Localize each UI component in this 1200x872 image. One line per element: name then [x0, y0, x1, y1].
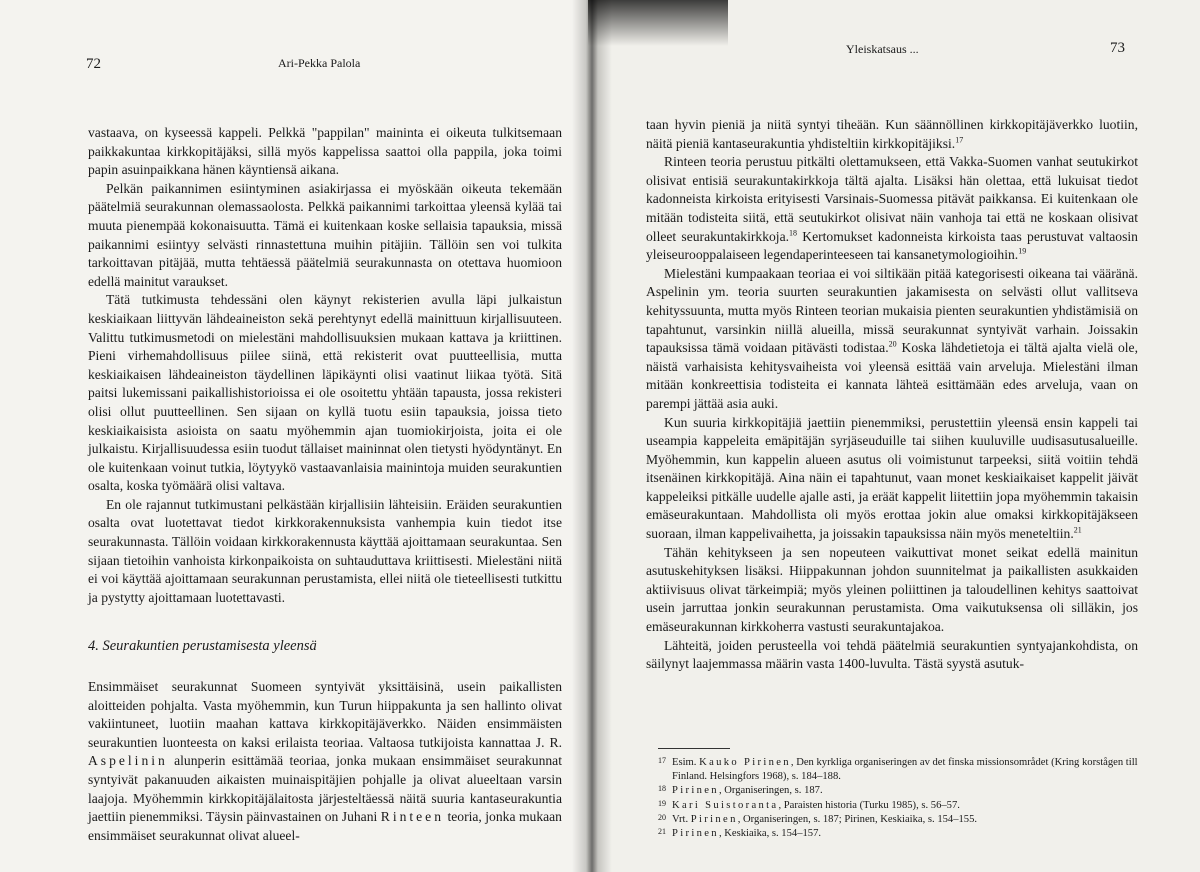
footnote-number: 19: [658, 798, 666, 808]
footnote-number: 17: [658, 756, 666, 765]
paragraph: [646, 544, 1138, 637]
right-page: [588, 0, 1200, 872]
footnote-prefix: Esim.: [672, 757, 697, 768]
paragraph-text: Kun suuria kirkkopitäjiä jaettiin pienemmiksi, perustettiin yleensä ensin kappeli tai useampia kappeleita emäpitäjän syrjäseuduille tai siihen kuuluville uudisasutusalueille. Myöhemmin, kun kappelin alueen asutus oli voimistunut tarpeeksi, siitä voitiin tehdä itsenäinen kirkkopitäjä. Aina näin ei tapahtunut, vaan monet keskiaikaiset kappelit jäivät kappeleiksi pitkälle uudelle ajalle asti, ja eräät kappelit liitettiin jopa myöhemmin takaisin emäseurakuntaan. Mahdollista oli myös erottaa jokin alue omaksi kirkkopitäjäkseen suoraan, ilman kappelivaihetta, ja joissakin tapauksissa näin myös meneteltiin.: [646, 414, 1138, 542]
footnote-number: 21: [658, 827, 666, 837]
paragraph: [646, 637, 1138, 674]
left-page-body: [88, 124, 562, 845]
paragraph: En ole rajannut tutkimustani pelkästään kirjallisiin lähteisiin. Eräiden seurakuntien osalta ovat luotettavat tiedot kirkkorakennuksista vanhempia kuin tiedot itse seurakunnasta. Tällöin voidaan kirkkorakennusta käyttää ajoittamaan seurakuntaa. Sen sijaan tietoihin vanhoista kirkonpaikoista on suhtauduttava kriittisesti. Mielestäni niitä ei voi käyttää ajoittamaan seurakunnan perustamista, ellei niitä ole tieteellisesti tutkittu ja pystytty ajoittamaan luotettavasti.: [88, 496, 562, 605]
paragraph: [646, 116, 1138, 153]
page-number-left: 72: [86, 56, 101, 72]
paragraph-text: Koska lähdetietoja ei tältä ajalta vielä ole, näistä varhaisista kehitysvaiheista voi yleensä esittää vain arveluja. Mielestäni ilman mitään konkreettisia todisteita ei kannata lähteä esittämään edes arveluja, vaan on parempi jättää asia auki.: [646, 340, 1138, 411]
paragraph-text: Ensimmäiset seurakunnat Suomeen syntyivät yksittäisinä, usein paikallisten aloitteiden pohjalta. Vasta myöhemmin, kun Turun hiippakunta ja sen hallinto olivat vakiintuneet, luotiin maahan kattava kirkkopitäjäverkko. Näiden ensimmäisten seurakuntien luonteesta on kaksi erilaista teoriaa. Valtaosa tutkijoista kannattaa J. R.: [88, 679, 562, 750]
paragraph-text: Tähän kehitykseen ja sen nopeuteen vaikuttivat monet seikat edellä mainitun asutuskehityksen lisäksi. Hiippakunnan johdon suunnitelmat ja paikallisten asukkaiden aktiivisuus olivat tärkeimpiä; myös yleinen poliittinen ja taloudellinen kehitys saattoivat usein jarruttaa jonkin seurakunnan perustamista. Oma vaikutuksensa oli silläkin, jos emäseurakunnan kirkkoherra vastusti seurakuntajakoa.: [646, 544, 1138, 635]
paragraph-text: alunperin esittämää teoriaa, jonka mukaan ensimmäiset seurakunnat syntyivät pakanuuden aikaisten muinaispitäjien pohjalle ja olivat alueeltaan varsin laajoja. Myöhemmin kirkkopitäjälaitosta järjesteltäessä näitä suuria kantaseurakuntia jaettiin pienemmiksi. Täysin päinvastainen on Juhani: [88, 753, 562, 825]
paragraph: vastaava, on kyseessä kappeli. Pelkkä "pappilan" maininta ei oikeuta tulkitsemaan paikkakuntaa kirkkopitäjäksi, sillä myös kappelissa saattoi olla pappila, joka toimi papin asuinpaikkana hänen käyntiensä aikana.: [88, 125, 562, 178]
footnote-divider: [658, 748, 730, 749]
footnote-author: Pirinen: [672, 785, 719, 797]
paragraph-text: Mielestäni kumpaakaan teoriaa ei voi siltikään pitää kategorisesti oikeana tai vääränä. Aspelinin ym. teoria suurten seurakuntien jakamisesta on selvästi ollut vallitseva kehityssuunta, mutta myös Rinteen teorian mukaisia pienten seurakuntien yhdistämisiä on tapahtunut, varsinkin niillä alueilla, missä seurakunnat syntyivät varhain. Joissakin tapauksissa tämä voidaan pitävästi todistaa.: [646, 265, 1138, 356]
right-page-body: [646, 116, 1138, 674]
paragraph-text: Rinteen teoria perustuu pitkälti olettamukseen, että Vakka-Suomen vanhat seutukirkot olisivat entisiä seurakuntakirkkoja tältä ajalta. Lisäksi hän olettaa, että lukuisat tiedot kadonneista kirkoista erityisesti Varsinais-Suomessa pitävät paikkansa. Ei kuitenkaan ole mitään todisteita siitä, että seutukirkot olisivat näin vanhoja tai että ne koskaan olisivat olleet seurakuntakirkkoja.: [646, 154, 1138, 244]
page-number-right: 73: [1110, 40, 1125, 56]
footnote-number: 20: [658, 812, 666, 822]
footnote: [658, 813, 1138, 827]
footnote-text: , Organiseringen, s. 187.: [718, 785, 823, 797]
footnote-ref: 19: [1018, 246, 1027, 256]
footnote-text: , Paraisten historia (Turku 1985), s. 56–57.: [778, 799, 960, 811]
footnote-author: Pirinen: [690, 813, 738, 825]
paragraph: Tätä tutkimusta tehdessäni olen käynyt rekisterien avulla läpi julkaistun keskiaikaan liittyvän lähdeaineiston sekä perehtynyt edellä mainittuun kirjallisuuteen. Valittu tutkimusmetodi on mielestäni mahdollisuuksien mukaan kattava ja kriittinen. Pieni virhemahdollisuus piilee siinä, että rekisterit ovat puutteellisia, mutta keskiaikaisen lähdeaineiston täydellinen läpikäynti olisi vaatinut liikaa työtä. Sitä paitsi lukemissani paikallishistorioissa ei ole osoitettu yhtään tapausta, jossa rekisteri olisi ollut puutteellinen. Sen sijaan on kyllä tuotu esiin tapauksia, joissa tieto keskiaikaisista asioista on saatu myöhemmin ajan tuomiokirjoista, joita ei ole julkaistu. Kirjallisuudessa esiin tuodut tällaiset maininnat olen tietysti hyödyntänyt. En ole kuitenkaan voinut tutkia, löytyykö vastaavanlaisia mainintoja muiden seurakuntien osalta, koska työmäärä olisi valtava.: [88, 292, 562, 494]
footnote: [658, 827, 1138, 841]
footnote: [658, 756, 1138, 784]
footnote-number: 18: [658, 784, 666, 794]
paragraph: [88, 678, 562, 845]
running-head-left: Ari-Pekka Palola: [278, 56, 361, 70]
footnote-author: Kari Suistoranta: [672, 799, 779, 811]
footnote-author: Kauko Pirinen: [699, 757, 791, 768]
footnote-ref: 17: [955, 135, 964, 145]
footnote-text: , Keskiaika, s. 154–157.: [718, 828, 822, 840]
footnote: [658, 784, 1138, 798]
footnote-text: , Den kyrkliga organiseringen av det finska missionsområdet (Kring korstågen till Finland. Helsingfors 1968), s. 184–188.: [672, 757, 1138, 783]
left-page: [0, 0, 588, 872]
paragraph-text: Lähteitä, joiden perusteella voi tehdä päätelmiä seurakuntien syntyajankohdista, on säilynyt laajemmassa määrin vasta 1400-luvulta. Tästä syystä asutuk-: [646, 637, 1138, 672]
paragraph: Pelkän paikannimen esiintyminen asiakirjassa ei myöskään oikeuta tekemään päätelmiä seurakunnan olemassaolosta. Pelkkä paikannimi tarkoittaa yleensä kylää tai muuta pienempää kokonaisuutta. Tämä ei kuitenkaan koske sellaisia tapauksia, missä paikannimi esiintyy selvästi rinnastettuna muihin pitäjiin. Tällöin sen voi tulkita tarkoittavan pitäjää, mutta tehtäessä päätelmiä seurakunnasta on otettava huomioon edellä mainitut varaukset.: [88, 180, 562, 289]
paragraph: [646, 414, 1138, 544]
footnotes: [658, 756, 1138, 841]
author-name: Rinteen: [380, 809, 444, 825]
book-gutter-shadow: [572, 0, 612, 872]
footnote-ref: 18: [789, 228, 798, 238]
footnote-ref: 21: [1073, 525, 1082, 535]
paragraph-text: teoria, jonka mukaan ensimmäiset seurakunnat olivat alueel-: [88, 809, 562, 843]
footnote-prefix: Vrt.: [672, 813, 689, 825]
footnote-author: Pirinen: [672, 828, 719, 840]
footnote: [658, 799, 1138, 813]
paragraph-text: taan hyvin pieniä ja niitä syntyi tiheään. Kun säännöllinen kirkkopitäjäverkko luotiin, näitä pieniä kantaseurakuntia yhdisteltiin kirkkopitäjiksi.: [646, 117, 1138, 151]
paragraph: [646, 153, 1138, 265]
footnote-text: , Organiseringen, s. 187; Pirinen, Keskiaika, s. 154–155.: [737, 813, 978, 825]
section-heading: 4. Seurakuntien perustamisesta yleensä: [88, 638, 317, 655]
paragraph: [646, 265, 1138, 414]
paragraph-text: Kertomukset kadonneista kirkoista taas perustuvat valtaosin yleiseurooppalaiseen legendaperinteeseen tai kansanetymologioihin.: [646, 228, 1138, 263]
scan-edge-shadow: [588, 0, 728, 46]
footnote-ref: 20: [888, 339, 897, 349]
author-name: Aspelinin: [88, 753, 168, 769]
running-head-right: Yleiskatsaus ...: [846, 42, 919, 56]
